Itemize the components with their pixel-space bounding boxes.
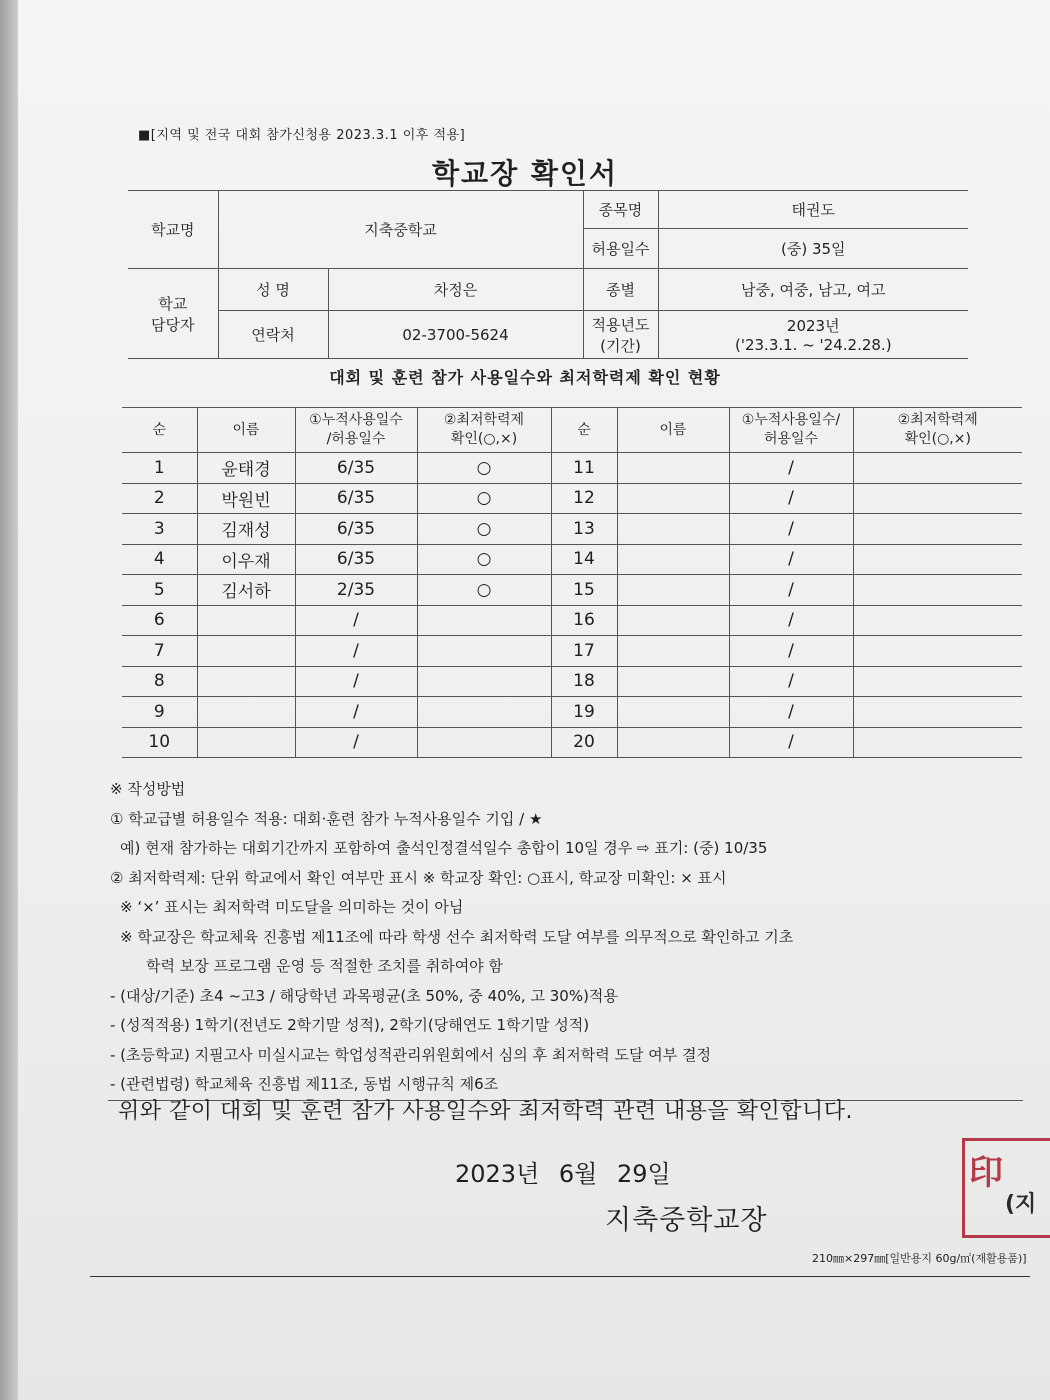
roster-name: 김서하	[197, 575, 295, 606]
roster-name-right	[617, 636, 729, 667]
instruction-line: - (대상/기준) 초4 ~고3 / 해당학년 과목평균(초 50%, 중 40%, 고 30%)적용	[110, 986, 618, 1005]
signer-title: 지축중학교장	[605, 1205, 768, 1236]
paper-spec: 210㎜×297㎜[일반용지 60g/㎡(재활용품)]	[812, 1252, 1027, 1265]
roster-check-right	[853, 514, 1022, 545]
document-title: 학교장 확인서	[431, 157, 619, 190]
table-row	[122, 514, 1022, 545]
roster-no: 5	[122, 575, 197, 606]
roster-no-right: 20	[551, 727, 617, 758]
roster-days: /	[295, 666, 417, 697]
school-label: 학교명	[128, 191, 218, 269]
roster-name	[197, 697, 295, 728]
roster-name-right	[617, 697, 729, 728]
table-row	[122, 575, 1022, 606]
roster-days: 6/35	[295, 544, 417, 575]
roster-no: 3	[122, 514, 197, 545]
allowed-days-value: (중) 35일	[658, 229, 968, 269]
roster-check: ○	[417, 514, 551, 545]
roster-check-right	[853, 544, 1022, 575]
roster-no-right: 13	[551, 514, 617, 545]
instruction-line: ② 최저학력제: 단위 학교에서 확인 여부만 표시 ※ 학교장 확인: ○표시, 학교장 미확인: × 표시	[110, 868, 727, 887]
roster-name	[197, 605, 295, 636]
roster-check: ○	[417, 453, 551, 484]
phone-value: 02-3700-5624	[328, 311, 583, 359]
roster-no-right: 16	[551, 605, 617, 636]
section-title: 대회 및 훈련 참가 사용일수와 최저학력제 확인 현황	[329, 368, 721, 387]
roster-days: /	[295, 697, 417, 728]
official-seal	[962, 1138, 1050, 1238]
instruction-line: - (관련법령) 학교체육 진흥법 제11조, 동법 시행규칙 제6조	[110, 1075, 499, 1093]
seal-overlay-text: (지	[1005, 1192, 1037, 1217]
roster-name: 박원빈	[197, 483, 295, 514]
header-note: ■[지역 및 전국 대회 참가신청용 2023.3.1 이후 적용]	[138, 128, 466, 143]
col-header-days: ①누적사용일수 /허용일수	[295, 408, 417, 453]
seal-mark: 印	[969, 1153, 1003, 1193]
name-value: 차정은	[328, 269, 583, 311]
table-row	[122, 636, 1022, 667]
instructions-heading: ※ 작성방법	[110, 780, 186, 798]
roster-days-right: /	[729, 605, 853, 636]
col-header-name-right: 이름	[617, 408, 729, 453]
roster-check-right	[853, 575, 1022, 606]
year-label: 적용년도 (기간)	[583, 311, 658, 359]
roster-no-right: 11	[551, 453, 617, 484]
roster-no-right: 15	[551, 575, 617, 606]
roster-days-right: /	[729, 666, 853, 697]
table-row	[122, 727, 1022, 758]
roster-check	[417, 697, 551, 728]
col-header-no-right: 순	[551, 408, 617, 453]
school-info-table	[128, 190, 968, 359]
roster-name-right	[617, 453, 729, 484]
roster-name	[197, 636, 295, 667]
roster-name: 이우재	[197, 544, 295, 575]
table-row	[122, 666, 1022, 697]
roster-days: /	[295, 636, 417, 667]
roster-check-right	[853, 697, 1022, 728]
school-value: 지축중학교	[218, 191, 583, 269]
instruction-line: - (초등학교) 지필고사 미실시교는 학업성적관리위원회에서 심의 후 최저학력 도달 여부 결정	[110, 1045, 711, 1064]
roster-days: /	[295, 605, 417, 636]
table-row	[122, 453, 1022, 484]
roster-check-right	[853, 453, 1022, 484]
roster-no: 6	[122, 605, 197, 636]
roster-days-right: /	[729, 514, 853, 545]
roster-days-right: /	[729, 544, 853, 575]
roster-no: 8	[122, 666, 197, 697]
roster-days: /	[295, 727, 417, 758]
table-row	[122, 544, 1022, 575]
roster-days-right: /	[729, 636, 853, 667]
roster-no: 7	[122, 636, 197, 667]
roster-check-right	[853, 727, 1022, 758]
roster-days-right: /	[729, 483, 853, 514]
roster-name: 김재성	[197, 514, 295, 545]
table-row	[122, 483, 1022, 514]
confirmation-statement: 위와 같이 대회 및 훈련 참가 사용일수와 최저학력 관련 내용을 확인합니다.	[118, 1099, 853, 1124]
roster-check: ○	[417, 575, 551, 606]
col-header-no: 순	[122, 408, 197, 453]
bottom-divider	[90, 1276, 1030, 1277]
roster-name-right	[617, 666, 729, 697]
col-header-name: 이름	[197, 408, 295, 453]
instruction-line: - (성적적용) 1학기(전년도 2학기말 성적), 2학기(당해연도 1학기말 성적)	[110, 1016, 590, 1034]
roster-no: 9	[122, 697, 197, 728]
roster-days-right: /	[729, 575, 853, 606]
category-label: 종별	[583, 269, 658, 311]
roster-no-right: 17	[551, 636, 617, 667]
table-row	[122, 697, 1022, 728]
name-label: 성 명	[218, 269, 328, 311]
roster-no: 10	[122, 727, 197, 758]
allowed-days-label: 허용일수	[583, 229, 658, 269]
roster-name-right	[617, 483, 729, 514]
roster-check	[417, 636, 551, 667]
roster-no: 1	[122, 453, 197, 484]
year-value: 2023년 ('23.3.1. ~ '24.2.28.)	[658, 311, 968, 359]
roster-name	[197, 666, 295, 697]
col-header-days-right: ①누적사용일수/ 허용일수	[729, 408, 853, 453]
roster-days-right: /	[729, 453, 853, 484]
roster-name	[197, 727, 295, 758]
roster-check	[417, 605, 551, 636]
contact-person-label: 학교 담당자	[128, 269, 218, 359]
roster-check	[417, 666, 551, 697]
issue-date: 2023년 6월 29일	[455, 1160, 671, 1188]
instruction-line: ※ ‘×’ 표시는 최저학력 미도달을 의미하는 것이 아님	[120, 898, 464, 916]
roster-check-right	[853, 483, 1022, 514]
roster-days: 2/35	[295, 575, 417, 606]
roster-check-right	[853, 636, 1022, 667]
instruction-line: 학력 보장 프로그램 운영 등 적절한 조치를 취하여야 함	[146, 957, 503, 975]
roster-no: 4	[122, 544, 197, 575]
phone-label: 연락처	[218, 311, 328, 359]
roster-no-right: 19	[551, 697, 617, 728]
roster-name-right	[617, 575, 729, 606]
instruction-line: 예) 현재 참가하는 대회기간까지 포함하여 출석인정결석일수 총합이 10일 경우 ⇨ 표기: (중) 10/35	[120, 839, 768, 857]
roster-table	[122, 407, 1022, 758]
roster-check: ○	[417, 483, 551, 514]
roster-no: 2	[122, 483, 197, 514]
roster-days-right: /	[729, 727, 853, 758]
sport-label: 종목명	[583, 191, 658, 229]
roster-days: 6/35	[295, 453, 417, 484]
roster-no-right: 12	[551, 483, 617, 514]
roster-days: 6/35	[295, 514, 417, 545]
roster-days: 6/35	[295, 483, 417, 514]
instruction-line: ① 학교급별 허용일수 적용: 대회·훈련 참가 누적사용일수 기입 / ★	[110, 809, 543, 828]
col-header-check-right: ②최저학력제 확인(○,×)	[853, 408, 1022, 453]
roster-days-right: /	[729, 697, 853, 728]
sport-value: 태권도	[658, 191, 968, 229]
roster-no-right: 18	[551, 666, 617, 697]
roster-name-right	[617, 544, 729, 575]
table-row	[122, 605, 1022, 636]
col-header-check: ②최저학력제 확인(○,×)	[417, 408, 551, 453]
category-value: 남중, 여중, 남고, 여고	[658, 269, 968, 311]
roster-check: ○	[417, 544, 551, 575]
roster-check-right	[853, 666, 1022, 697]
roster-check-right	[853, 605, 1022, 636]
roster-name: 윤태경	[197, 453, 295, 484]
roster-name-right	[617, 605, 729, 636]
instructions	[110, 775, 1050, 1100]
roster-name-right	[617, 727, 729, 758]
roster-check	[417, 727, 551, 758]
roster-no-right: 14	[551, 544, 617, 575]
roster-name-right	[617, 514, 729, 545]
instruction-line: ※ 학교장은 학교체육 진흥법 제11조에 따라 학생 선수 최저학력 도달 여부를 의무적으로 확인하고 기초	[120, 927, 794, 946]
